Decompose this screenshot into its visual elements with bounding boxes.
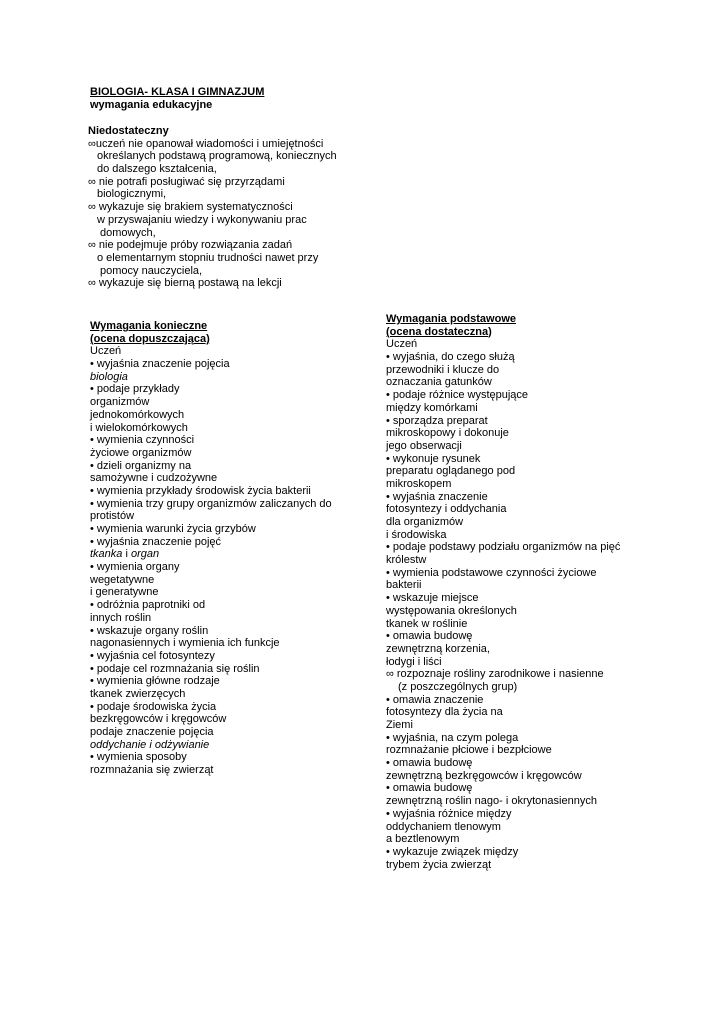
list-item: • wskazuje organy roślin <box>90 624 209 637</box>
list-item: tkanek w roślinie <box>386 617 468 630</box>
list-item: • wyjaśnia znaczenie pojęć <box>90 535 222 548</box>
list-item: • podaje podstawy podziału organizmów na pięć <box>386 541 621 554</box>
list-item: • wyjaśnia, do czego służą <box>386 351 515 364</box>
list-item: fotosyntezy dla życia na <box>386 706 503 719</box>
list-item: wegetatywne <box>90 573 155 586</box>
list-item: i generatywne <box>90 586 159 599</box>
list-item: przewodniki i klucze do <box>386 363 500 376</box>
list-item: • wyjaśnia znaczenie pojęcia <box>90 358 230 371</box>
list-item: • dzieli organizmy na <box>90 459 192 472</box>
term: organ <box>131 548 160 561</box>
list-item: • wymienia przykłady środowisk życia bakterii <box>90 484 311 497</box>
list-item: tkanek zwierzęcych <box>90 687 186 700</box>
list-item: domowych, <box>100 226 156 239</box>
list-item: trybem życia zwierząt <box>386 858 492 871</box>
list-item: bakterii <box>386 579 422 592</box>
list-item: o elementarnym stopniu trudności nawet przy <box>97 251 319 264</box>
term: oddychanie i odżywianie <box>90 738 210 751</box>
list-item: • wymienia sposoby <box>90 751 187 764</box>
list-item: • podaje przykłady <box>90 383 180 396</box>
list-item: Ziemi <box>386 719 413 731</box>
list-item: ∞ nie potrafi posługiwać się przyrządami <box>88 175 285 188</box>
list-item: ∞uczeń nie opanował wiadomości i umiejętności <box>88 137 324 150</box>
list-item: innych roślin <box>90 611 152 624</box>
section-konieczne <box>90 320 332 777</box>
document-subtitle: wymagania edukacyjne <box>90 98 213 111</box>
section-grade: (ocena dostateczna) <box>386 325 492 338</box>
section-grade: (ocena dopuszczająca) <box>90 332 210 345</box>
document-title: BIOLOGIA- KLASA I GIMNAZJUM <box>90 86 265 98</box>
term: tkanka <box>90 548 123 561</box>
list-item: • omawia znaczenie <box>386 693 484 706</box>
list-item: oznaczania gatunków <box>386 376 492 389</box>
list-item: łodygi i liści <box>386 655 442 668</box>
list-item: mikroskopowy i dokonuje <box>386 427 509 440</box>
list-item: • wyjaśnia, na czym polega <box>386 731 519 744</box>
list-item: ∞ wykazuje się bierną postawą na lekcji <box>88 277 282 290</box>
list-item: rozmnażanie płciowe i bezpłciowe <box>386 744 552 757</box>
list-item: a beztlenowym <box>386 833 460 846</box>
list-item: podaje znaczenie pojęcia <box>90 726 214 738</box>
list-item: mikroskopem <box>386 477 452 490</box>
connector: i <box>125 548 128 561</box>
list-item: • wyjaśnia znaczenie <box>386 490 488 503</box>
list-item: i wielokomórkowych <box>90 421 188 434</box>
list-item: ∞ rozpoznaje rośliny zarodnikowe i nasienne <box>386 668 604 681</box>
list-item: ∞ wykazuje się brakiem systematyczności <box>88 201 293 214</box>
list-item: • omawia budowę <box>386 757 473 770</box>
list-item: • omawia budowę <box>386 782 473 795</box>
document-header <box>90 86 264 111</box>
list-item: i środowiska <box>386 528 447 541</box>
list-item: bezkręgowców i kręgowców <box>90 713 227 726</box>
term: biologia <box>90 370 128 383</box>
list-item: • wskazuje miejsce <box>386 592 479 605</box>
list-item: pomocy nauczyciela, <box>100 264 203 277</box>
list-item: (z poszczególnych grup) <box>398 680 518 693</box>
list-item: • sporządza preparat <box>386 414 488 427</box>
section-heading: Wymagania konieczne <box>90 320 208 332</box>
list-item: oddychaniem tlenowym <box>386 820 501 833</box>
list-item: do dalszego kształcenia, <box>97 163 217 176</box>
list-item: • podaje środowiska życia <box>90 700 217 713</box>
list-item: ∞ nie podejmuje próby rozwiązania zadań <box>88 239 293 252</box>
list-item: samożywne i cudzożywne <box>90 472 218 485</box>
list-item: zewnętrzną korzenia, <box>386 642 490 655</box>
list-item: • wymienia podstawowe czynności życiowe <box>386 566 597 579</box>
list-item: występowania określonych <box>386 604 517 617</box>
list-item: organizmów <box>90 396 150 409</box>
list-item: • omawia budowę <box>386 630 473 643</box>
list-item: • podaje cel rozmnażania się roślin <box>90 662 260 675</box>
list-item: • wymienia warunki życia grzybów <box>90 523 256 535</box>
section-heading: Wymagania podstawowe <box>386 313 516 325</box>
list-item: • wymienia organy <box>90 561 180 574</box>
section-podstawowe <box>386 313 620 871</box>
list-item: jednokomórkowych <box>90 408 185 421</box>
list-item: biologicznymi, <box>97 188 167 201</box>
section-niedostateczny <box>88 125 337 290</box>
list-item: • podaje różnice występujące <box>386 389 529 402</box>
list-item: rozmnażania się zwierząt <box>90 764 214 777</box>
list-item: protistów <box>90 510 135 523</box>
list-item: • odróżnia paprotniki od <box>90 599 206 612</box>
list-item: w przyswajaniu wiedzy i wykonywaniu prac <box>97 213 307 226</box>
list-item: • wykonuje rysunek <box>386 452 481 465</box>
list-item: • wymienia główne rodzaje <box>90 675 220 688</box>
list-item: dla organizmów <box>386 516 464 528</box>
list-item: • wymienia czynności <box>90 434 195 447</box>
list-item: życiowe organizmów <box>90 446 192 459</box>
list-item: • wykazuje związek między <box>386 845 519 858</box>
list-item: zewnętrzną bezkręgowców i kręgowców <box>386 769 582 782</box>
list-item: fotosyntezy i oddychania <box>386 503 507 516</box>
list-item: jego obserwacji <box>386 439 462 452</box>
list-item: między komórkami <box>386 401 478 414</box>
terms-line <box>90 548 332 561</box>
list-item: • wyjaśnia różnice między <box>386 807 512 820</box>
list-item: • wyjaśnia cel fotosyntezy <box>90 649 215 662</box>
list-item: preparatu oglądanego pod <box>386 465 516 478</box>
list-item: określanych podstawą programową, koniecznych <box>97 150 337 163</box>
list-item: • wymienia trzy grupy organizmów zaliczanych do <box>90 497 332 510</box>
list-item: Uczeń <box>90 345 122 358</box>
list-item: zewnętrzną roślin nago- i okrytonasiennych <box>386 795 597 808</box>
list-item: królestw <box>386 554 427 567</box>
section-heading: Niedostateczny <box>88 125 169 137</box>
list-item: Uczeń <box>386 338 418 351</box>
list-item: nagonasiennych i wymienia ich funkcje <box>90 637 280 650</box>
